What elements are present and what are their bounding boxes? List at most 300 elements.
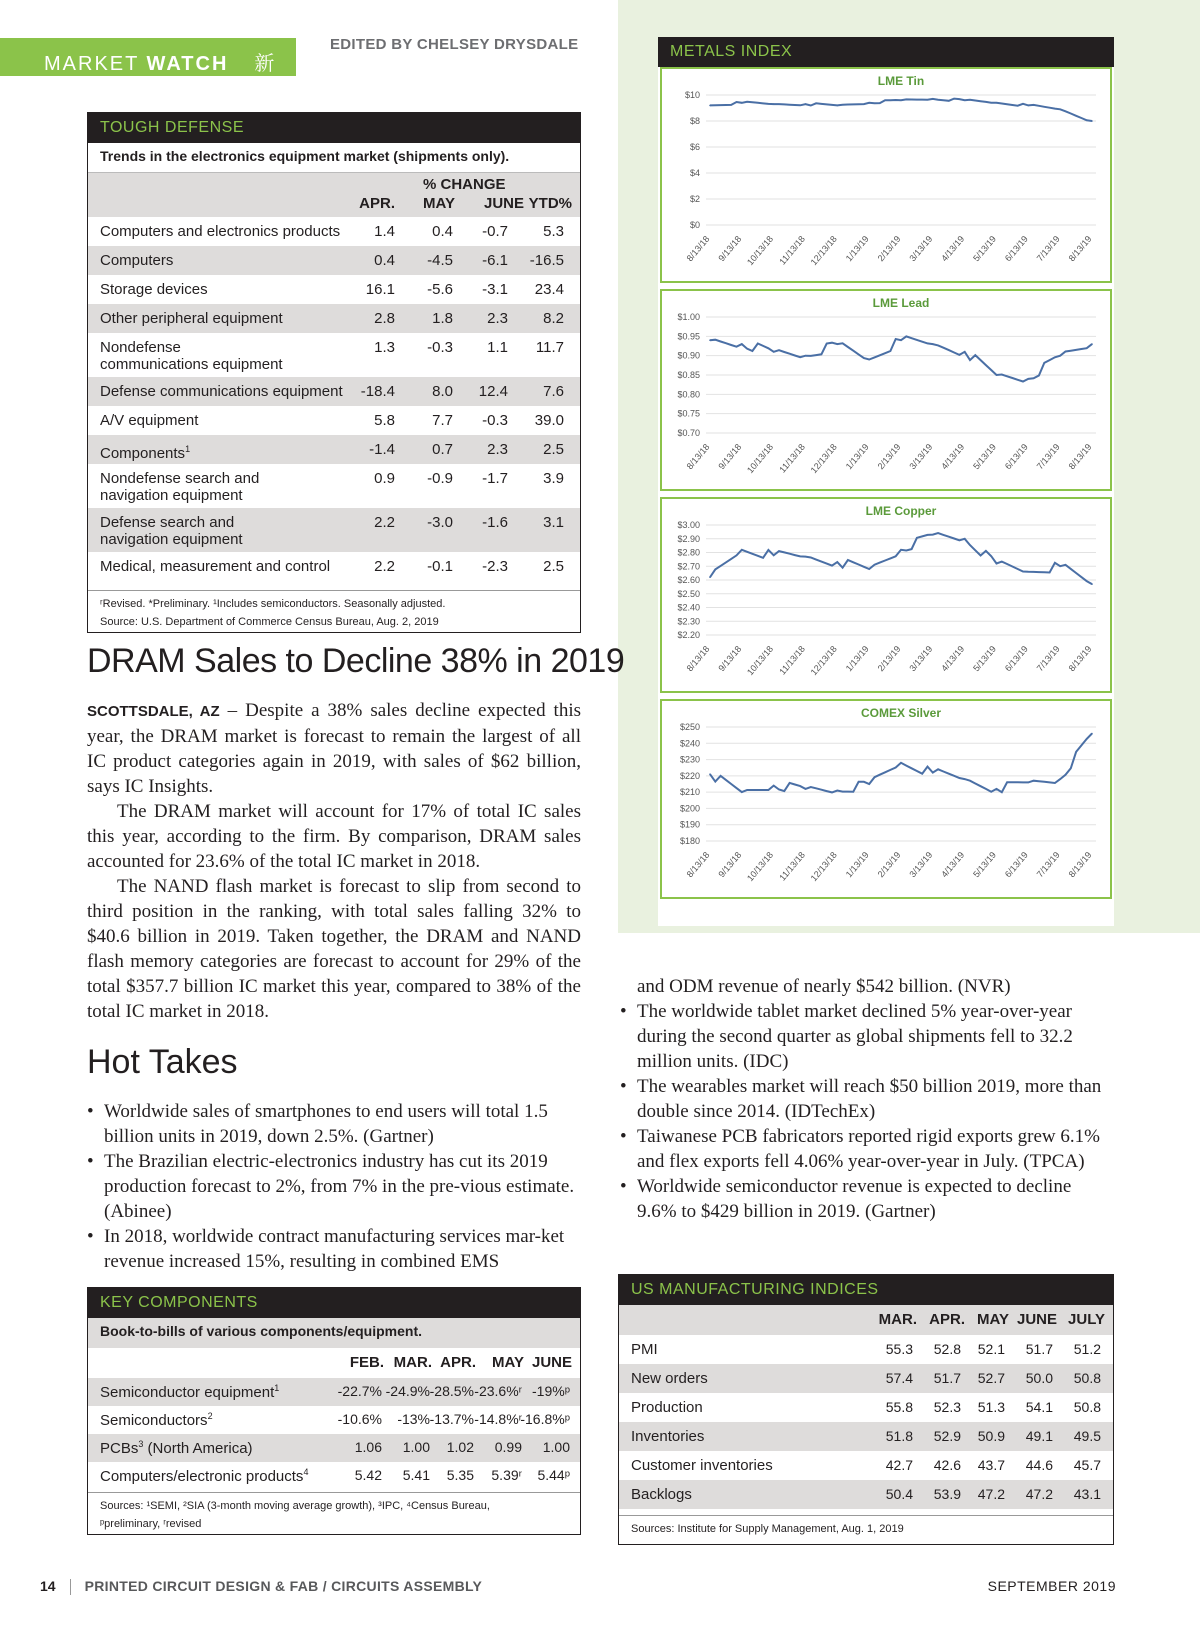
row-label-line2: communications equipment — [100, 356, 283, 373]
data-point — [1059, 355, 1061, 357]
table-cell: 7.7 — [432, 412, 453, 429]
x-tick-label: 8/13/19 — [1066, 849, 1094, 880]
publication-name: PRINTED CIRCUIT DESIGN & FAB / CIRCUITS ASSEMBLY — [84, 1578, 483, 1594]
column-header: APR. — [359, 195, 395, 212]
table-cell: -16.5 — [529, 252, 564, 269]
metal-chart — [660, 699, 1112, 899]
row-label — [100, 1411, 213, 1429]
data-point — [773, 103, 775, 105]
panel-title: METALS INDEX — [658, 37, 1114, 67]
row-label: Defense communications equipment — [100, 383, 343, 400]
table-cell: 51.7 — [933, 1370, 961, 1386]
y-tick-label: $2.40 — [677, 602, 700, 613]
table-cell: 52.9 — [933, 1428, 961, 1444]
table-cell: 2.2 — [374, 514, 395, 531]
table-cell: 50.8 — [1073, 1370, 1101, 1386]
list-item: • In 2018, worldwide contract manufacturing services mar-ket revenue increased 15%, resulting in combined EMS — [87, 1224, 581, 1274]
x-tick-label: 3/13/19 — [907, 441, 935, 472]
table-cell: 5.3 — [543, 223, 564, 240]
article-body — [87, 698, 581, 1024]
y-tick-label: $2.80 — [677, 547, 700, 558]
data-point — [868, 102, 870, 104]
table-cell: -3.1 — [482, 281, 508, 298]
table-title: TOUGH DEFENSE — [88, 113, 580, 143]
data-point — [932, 534, 934, 536]
table-cell: -0.1 — [427, 558, 453, 575]
section-label-bold: WATCH — [146, 53, 229, 75]
row-label-text: Computers/electronic products — [100, 1468, 304, 1485]
row-label: Backlogs — [631, 1486, 692, 1503]
x-tick-label: 4/13/19 — [939, 233, 967, 264]
data-point — [805, 788, 807, 790]
table-cell: 51.7 — [1025, 1341, 1053, 1357]
data-point — [1028, 571, 1030, 573]
table-cell: 53.9 — [933, 1486, 961, 1502]
dateline: SCOTTSDALE, AZ — [87, 703, 220, 720]
data-point — [1091, 120, 1093, 122]
section-tab — [0, 38, 296, 104]
row-label — [100, 1439, 253, 1457]
data-point — [805, 103, 807, 105]
table-cell: 42.7 — [885, 1457, 913, 1473]
y-tick-label: $2.70 — [677, 561, 700, 572]
data-point — [741, 102, 743, 104]
table-cell: 11.7 — [535, 339, 564, 356]
table-cell: -14.8%ʳ — [474, 1411, 522, 1427]
table-row — [88, 333, 580, 377]
column-header: JUNE — [531, 1354, 572, 1371]
row-label-text: PCBs — [100, 1440, 139, 1457]
list-item: • Taiwanese PCB fabricators reported rigid exports grew 6.1% and flex exports fell 4.06% year-over-year in July. (TPCA) — [620, 1124, 1110, 1174]
data-point — [1028, 782, 1030, 784]
article-paragraph: The NAND flash market is forecast to slip from second to third position in the ranking, with total sales falling 32% to $40.6 billion in 2019. Taken together, the DRAM and NAND flash memory categories are forecast to account for 29% of the total $357.7 billion IC market this year, compared to 38% of the total IC market in 2018. — [87, 876, 581, 1022]
price-series-line — [710, 99, 1092, 121]
table-cell: 45.7 — [1073, 1457, 1101, 1473]
y-tick-label: $3.00 — [677, 520, 700, 530]
row-label: Inventories — [631, 1428, 705, 1445]
table-row — [619, 1393, 1113, 1422]
table-cell: 49.1 — [1025, 1428, 1053, 1444]
metals-index-panel — [658, 37, 1114, 926]
y-tick-label: $6 — [689, 142, 700, 152]
data-point — [741, 549, 743, 551]
data-point — [868, 359, 870, 361]
x-tick-label: 6/13/19 — [1002, 643, 1030, 674]
table-cell: -6.1 — [482, 252, 508, 269]
us-manufacturing-table — [618, 1274, 1114, 1545]
list-item: • The Brazilian electric-electronics industry has cut its 2019 production forecast to 2%, from 7% in the pre-vious estimate. (Abinee) — [87, 1149, 581, 1224]
list-item: • Worldwide sales of smartphones to end users will total 1.5 billion units in 2019, down 2.5%. (Gartner) — [87, 1099, 581, 1149]
x-tick-label: 9/13/18 — [716, 441, 744, 472]
table-cell: -13% — [397, 1411, 430, 1427]
y-tick-label: $220 — [679, 770, 700, 781]
x-tick-label: 5/13/19 — [971, 233, 999, 264]
table-cell: -28.5% — [429, 1383, 474, 1399]
data-point — [709, 576, 711, 578]
pct-change-header: % CHANGE — [423, 176, 506, 193]
table-cell: 8.2 — [543, 310, 564, 327]
table-cell: 5.44ᵖ — [537, 1467, 570, 1483]
y-tick-label: $0.70 — [677, 428, 700, 438]
table-cell: 5.39ʳ — [491, 1467, 522, 1483]
x-tick-label: 5/13/19 — [971, 849, 999, 880]
table-header — [88, 1348, 580, 1378]
table-notes — [619, 1515, 1113, 1542]
price-series-line — [710, 533, 1092, 584]
table-cell: 54.1 — [1025, 1399, 1053, 1415]
table-cell: -24.9% — [385, 1383, 430, 1399]
column-header: FEB. — [349, 1354, 384, 1371]
data-point — [837, 343, 839, 345]
data-point — [1028, 378, 1030, 380]
row-label: Customer inventories — [631, 1457, 773, 1474]
table-row — [88, 552, 580, 581]
issue-date: SEPTEMBER 2019 — [987, 1578, 1116, 1594]
column-header: JUNE — [1016, 1311, 1057, 1328]
table-row — [88, 435, 580, 464]
footnote-marker: 4 — [303, 1467, 309, 1477]
x-tick-label: 12/13/18 — [808, 441, 839, 476]
line-chart — [662, 701, 1110, 897]
table-cell: -13.7% — [429, 1411, 474, 1427]
data-point — [1059, 565, 1061, 567]
table-cell: 47.2 — [977, 1486, 1005, 1502]
hot-takes-list-left — [87, 1099, 581, 1274]
column-header: MAY — [977, 1311, 1009, 1328]
table-cell: 1.00 — [542, 1439, 570, 1455]
table-cell: 0.7 — [432, 441, 453, 458]
table-subtitle: Trends in the electronics equipment market (shipments only). — [88, 143, 580, 173]
x-tick-label: 2/13/19 — [875, 643, 903, 674]
x-tick-label: 4/13/19 — [939, 643, 967, 674]
data-point — [773, 785, 775, 787]
y-tick-label: $2.30 — [677, 616, 700, 627]
table-cell: 1.02 — [446, 1439, 474, 1455]
y-tick-label: $0.90 — [677, 350, 700, 361]
data-point — [805, 355, 807, 357]
table-cell: 43.1 — [1073, 1486, 1101, 1502]
paragraph-text: – Despite a 38% sales decline expected this year, the DRAM market is forecast to remain the largest of all IC product categories again in 2019, with sales of $62 billion, says IC Insights. — [87, 700, 581, 797]
table-row — [619, 1422, 1113, 1451]
x-tick-label: 11/13/18 — [777, 233, 808, 267]
y-tick-label: $2.60 — [677, 575, 700, 585]
table-row — [619, 1335, 1113, 1364]
table-cell: 1.00 — [402, 1439, 430, 1455]
table-cell: 0.99 — [494, 1439, 522, 1455]
x-tick-label: 7/13/19 — [1034, 233, 1062, 264]
x-tick-label: 1/13/19 — [843, 849, 871, 880]
table-row — [619, 1480, 1113, 1509]
x-tick-label: 8/13/18 — [684, 233, 712, 264]
key-components-table — [87, 1287, 581, 1535]
table-row — [88, 464, 580, 508]
row-label — [100, 1383, 279, 1401]
article-paragraph — [87, 698, 581, 799]
x-tick-label: 7/13/19 — [1034, 643, 1062, 674]
row-label: Defense search and navigation equipment — [100, 514, 243, 548]
data-point — [932, 98, 934, 100]
column-header: APR. — [440, 1354, 476, 1371]
table-cell: 51.8 — [885, 1428, 913, 1444]
table-cell: 55.8 — [885, 1399, 913, 1415]
data-point — [900, 549, 902, 551]
table-cell: 2.2 — [374, 558, 395, 575]
column-header: JULY — [1068, 1311, 1105, 1328]
x-tick-label: 10/13/18 — [745, 233, 776, 268]
x-tick-label: 8/13/18 — [684, 441, 712, 472]
table-cell: -1.4 — [369, 441, 395, 458]
table-cell: -0.9 — [427, 470, 453, 487]
data-point — [964, 778, 966, 780]
y-tick-label: $180 — [679, 836, 700, 846]
data-point — [964, 99, 966, 101]
table-cell: -19%ᵖ — [532, 1383, 570, 1399]
table-cell: 52.7 — [977, 1370, 1005, 1386]
line-chart — [662, 69, 1110, 281]
y-tick-label: $2.50 — [677, 588, 700, 599]
table-cell: 0.9 — [374, 470, 395, 487]
table-cell: 52.1 — [977, 1341, 1005, 1357]
table-cell: 50.0 — [1025, 1370, 1053, 1386]
data-point — [741, 791, 743, 793]
table-cell: 5.8 — [374, 412, 395, 429]
row-label-suffix: (North America) — [143, 1440, 253, 1457]
x-tick-label: 10/13/18 — [745, 441, 776, 476]
table-note: ʳRevised. *Preliminary. ¹Includes semiconductors. Seasonally adjusted. — [100, 598, 446, 610]
table-cell: 5.35 — [446, 1467, 474, 1483]
x-tick-label: 9/13/18 — [716, 849, 744, 880]
table-notes — [88, 1492, 580, 1537]
hot-takes-title: Hot Takes — [87, 1043, 238, 1081]
y-tick-label: $240 — [679, 738, 700, 749]
table-cell: 51.3 — [977, 1399, 1005, 1415]
hot-takes-list-right — [620, 974, 1110, 1224]
x-tick-label: 9/13/18 — [716, 643, 744, 674]
table-cell: 23.4 — [534, 281, 564, 298]
table-cell: 49.5 — [1073, 1428, 1101, 1444]
table-cell: -1.6 — [482, 514, 508, 531]
x-tick-label: 12/13/18 — [808, 849, 839, 884]
table-cell: -5.6 — [427, 281, 453, 298]
y-tick-label: $1.00 — [677, 312, 700, 322]
y-tick-label: $2.20 — [677, 630, 700, 640]
column-header: MAR. — [878, 1311, 917, 1328]
y-tick-label: $4 — [689, 168, 700, 178]
table-cell: 2.5 — [543, 558, 564, 575]
x-tick-label: 11/13/18 — [777, 849, 808, 883]
list-item: • Worldwide semiconductor revenue is expected to decline 9.6% to $429 billion in 2019. (Gartner) — [620, 1174, 1110, 1224]
table-row — [88, 217, 580, 246]
chart-title: LME Tin — [877, 74, 925, 88]
row-label: Medical, measurement and control — [100, 558, 331, 575]
data-point — [837, 790, 839, 792]
table-cell: 0.4 — [432, 223, 453, 240]
x-tick-label: 10/13/18 — [745, 643, 776, 678]
x-tick-label: 2/13/19 — [875, 233, 903, 264]
x-tick-label: 7/13/19 — [1034, 849, 1062, 880]
data-point — [741, 343, 743, 345]
table-cell: 42.6 — [933, 1457, 961, 1473]
x-tick-label: 8/13/18 — [684, 849, 712, 880]
x-tick-label: 8/13/19 — [1066, 441, 1094, 472]
table-cell: -3.0 — [427, 514, 453, 531]
table-cell: -2.3 — [482, 558, 508, 575]
data-point — [709, 105, 711, 107]
y-tick-label: $190 — [679, 819, 700, 830]
x-tick-label: 8/13/19 — [1066, 643, 1094, 674]
row-label: Other peripheral equipment — [100, 310, 283, 327]
data-point — [996, 102, 998, 104]
x-tick-label: 4/13/19 — [939, 441, 967, 472]
table-row — [88, 508, 580, 552]
table-cell: 50.9 — [977, 1428, 1005, 1444]
table-cell: 2.3 — [487, 310, 508, 327]
table-cell: 7.6 — [543, 383, 564, 400]
x-tick-label: 11/13/18 — [777, 441, 808, 475]
table-cell: -0.3 — [482, 412, 508, 429]
data-point — [900, 99, 902, 101]
table-cell: -0.3 — [427, 339, 453, 356]
row-label — [100, 1467, 308, 1485]
y-tick-label: $8 — [689, 116, 700, 126]
x-tick-label: 6/13/19 — [1002, 441, 1030, 472]
table-cell: 2.3 — [487, 441, 508, 458]
table-cell: -10.6% — [337, 1411, 382, 1427]
x-tick-label: 1/13/19 — [843, 441, 871, 472]
table-cell: 50.8 — [1073, 1399, 1101, 1415]
x-tick-label: 6/13/19 — [1002, 849, 1030, 880]
footnote-marker: 2 — [207, 1411, 213, 1421]
table-cell: 39.0 — [534, 412, 564, 429]
table-subtitle: Book-to-bills of various components/equipment. — [88, 1318, 580, 1348]
data-point — [964, 538, 966, 540]
tough-defense-table — [87, 112, 581, 633]
chart-title: COMEX Silver — [860, 706, 942, 720]
data-point — [1059, 109, 1061, 111]
table-cell: 0.4 — [374, 252, 395, 269]
table-cell: 52.8 — [933, 1341, 961, 1357]
x-tick-label: 11/13/18 — [777, 643, 808, 677]
x-tick-label: 1/13/19 — [843, 233, 871, 264]
table-cell: -22.7% — [337, 1383, 382, 1399]
table-title: KEY COMPONENTS — [88, 1288, 580, 1318]
chart-title: LME Copper — [865, 504, 937, 518]
x-tick-label: 8/13/19 — [1066, 233, 1094, 264]
footnote-marker: 1 — [185, 444, 191, 454]
data-point — [900, 762, 902, 764]
table-row — [88, 377, 580, 406]
section-label: MARKET — [44, 53, 139, 75]
data-point — [1091, 733, 1093, 735]
chart-title: LME Lead — [872, 296, 930, 310]
table-cell: 50.4 — [885, 1486, 913, 1502]
data-point — [996, 563, 998, 565]
column-header: MAY — [492, 1354, 524, 1371]
x-tick-label: 6/13/19 — [1002, 233, 1030, 264]
line-chart — [662, 499, 1110, 691]
table-row — [88, 1378, 580, 1406]
row-label: Nondefense communications equipment — [100, 339, 283, 373]
data-point — [709, 773, 711, 775]
x-tick-label: 10/13/18 — [745, 849, 776, 884]
table-cell: 2.5 — [543, 441, 564, 458]
table-header — [88, 173, 580, 217]
page-number: 14 — [40, 1578, 56, 1594]
table-cell: 1.06 — [354, 1439, 382, 1455]
data-point — [837, 105, 839, 107]
table-row — [88, 1406, 580, 1434]
row-label: Components$^1$ — [100, 444, 191, 462]
table-cell: 43.7 — [977, 1457, 1005, 1473]
y-tick-label: $210 — [679, 787, 700, 798]
table-row — [88, 304, 580, 333]
table-note: ᵖpreliminary, ʳrevised — [100, 1518, 202, 1530]
data-point — [964, 351, 966, 353]
data-point — [805, 556, 807, 558]
footnote-marker: 3 — [138, 1439, 144, 1449]
x-tick-label: 2/13/19 — [875, 441, 903, 472]
table-cell: 2.8 — [374, 310, 395, 327]
data-point — [932, 343, 934, 345]
data-point — [996, 374, 998, 376]
data-point — [1059, 778, 1061, 780]
x-tick-label: 12/13/18 — [808, 233, 839, 268]
row-label: Production — [631, 1399, 703, 1416]
x-tick-label: 3/13/19 — [907, 233, 935, 264]
data-point — [773, 554, 775, 556]
row-label: A/V equipment — [100, 412, 199, 429]
list-item-continued: and ODM revenue of nearly $542 billion. (NVR) — [637, 976, 1011, 997]
y-tick-label: $230 — [679, 754, 700, 765]
table-row — [88, 406, 580, 435]
page-footer — [40, 1578, 1160, 1595]
column-header: APR. — [929, 1311, 965, 1328]
x-tick-label: 9/13/18 — [716, 233, 744, 264]
row-label: Nondefense search and navigation equipment — [100, 470, 260, 504]
table-cell: 51.2 — [1073, 1341, 1101, 1357]
data-point — [900, 339, 902, 341]
table-cell: -4.5 — [427, 252, 453, 269]
article-title: DRAM Sales to Decline 38% in 2019 — [87, 642, 625, 680]
x-tick-label: 12/13/18 — [808, 643, 839, 678]
y-tick-label: $0.95 — [677, 331, 700, 342]
footnote-marker: 1 — [274, 1383, 280, 1393]
table-cell: 1.3 — [374, 339, 395, 356]
table-cell: -23.6%ʳ — [474, 1383, 522, 1399]
table-cell: 57.4 — [885, 1370, 913, 1386]
footer-divider — [70, 1579, 71, 1595]
column-header: MAR. — [393, 1354, 432, 1371]
table-cell: -16.8%ᵖ — [520, 1411, 570, 1427]
table-cell: 1.1 — [487, 339, 508, 356]
table-cell: 3.1 — [543, 514, 564, 531]
table-row — [88, 275, 580, 304]
table-source: Source: U.S. Department of Commerce Census Bureau, Aug. 2, 2019 — [100, 616, 439, 628]
table-note: Sources: ¹SEMI, ²SIA (3-month moving average growth), ³IPC, ⁴Census Bureau, — [100, 1500, 490, 1512]
table-body — [619, 1335, 1113, 1509]
line-chart — [662, 291, 1110, 489]
x-tick-label: 2/13/19 — [875, 849, 903, 880]
table-cell: 5.42 — [354, 1467, 382, 1483]
x-tick-label: 4/13/19 — [939, 849, 967, 880]
table-row — [619, 1451, 1113, 1480]
data-point — [773, 351, 775, 353]
x-tick-label: 5/13/19 — [971, 643, 999, 674]
data-point — [868, 568, 870, 570]
table-cell: 12.4 — [478, 383, 508, 400]
table-body — [88, 1378, 580, 1490]
article-paragraph: The DRAM market will account for 17% of total IC sales this year, according to the firm. By comparison, DRAM sales accounted for 23.6% of the total IC market in 2018. — [87, 801, 581, 872]
